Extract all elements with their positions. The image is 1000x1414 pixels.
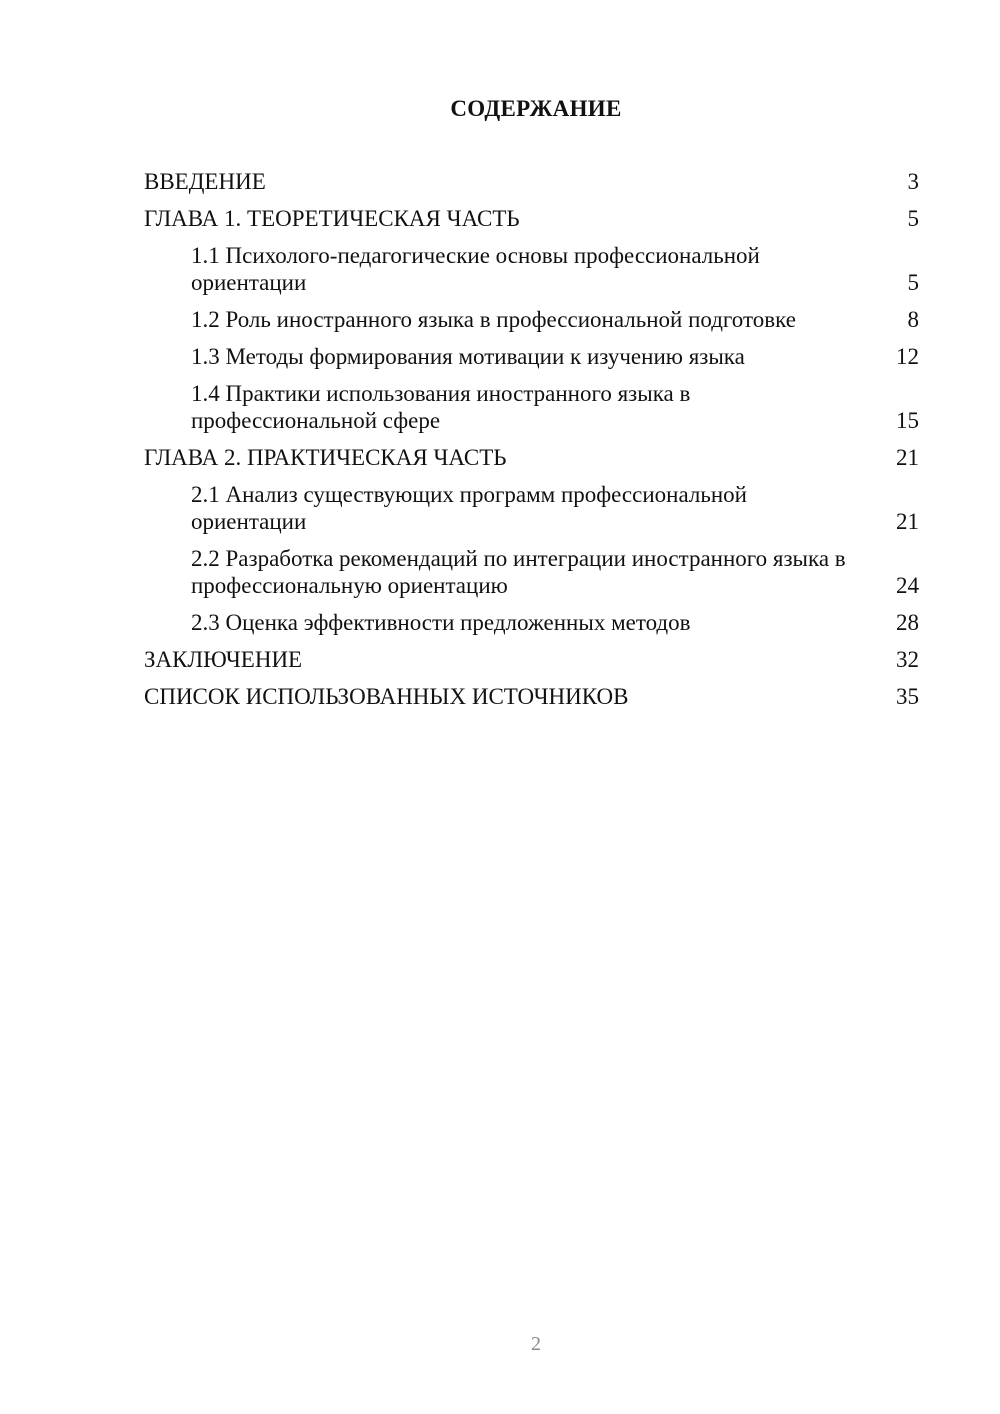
toc-entry-label: 1.3 Методы формирования мотивации к изучению языка [191, 344, 745, 369]
toc-entry-section-1-4[interactable] [144, 380, 919, 434]
toc-entry-page: 12 [896, 344, 919, 369]
toc-entry-page: 21 [896, 445, 919, 470]
toc-entry-section-1-2[interactable] [144, 306, 919, 333]
toc-entry-chapter-2[interactable] [144, 444, 919, 471]
toc-entry-label: 2.2 Разработка рекомендаций по интеграции иностранного языка в профессиональную ориентацию [191, 546, 846, 598]
toc-entry-label: 1.1 Психолого-педагогические основы профессиональной ориентации [191, 243, 760, 295]
toc-entry-page: 3 [907, 169, 919, 194]
toc-entry-page: 5 [907, 206, 919, 231]
toc-entry-page: 28 [896, 610, 919, 635]
toc-entry-section-1-1[interactable] [144, 242, 919, 296]
toc-entry-page: 8 [907, 307, 919, 332]
toc-entry-label: 2.1 Анализ существующих программ профессиональной ориентации [191, 482, 747, 534]
toc-entry-label: СПИСОК ИСПОЛЬЗОВАННЫХ ИСТОЧНИКОВ [144, 684, 629, 709]
toc-entry-page: 15 [896, 408, 919, 433]
toc-entry-section-2-3[interactable] [144, 609, 919, 636]
page-title: СОДЕРЖАНИЕ [450, 96, 622, 121]
toc-entry-section-2-1[interactable] [144, 481, 919, 535]
toc-entry-label: ВВЕДЕНИЕ [144, 169, 266, 194]
toc-entry-label: 1.4 Практики использования иностранного языка в профессиональной сфере [191, 381, 691, 433]
toc-entry-label: ГЛАВА 1. ТЕОРЕТИЧЕСКАЯ ЧАСТЬ [144, 206, 520, 231]
toc-entry-chapter-1[interactable] [144, 205, 919, 232]
table-of-contents [144, 168, 919, 720]
toc-entry-page: 32 [896, 647, 919, 672]
toc-entry-references[interactable] [144, 683, 919, 710]
toc-entry-section-1-3[interactable] [144, 343, 919, 370]
toc-entry-label: 2.3 Оценка эффективности предложенных методов [191, 610, 691, 635]
toc-entry-conclusion[interactable] [144, 646, 919, 673]
toc-entry-page: 24 [896, 573, 919, 598]
toc-entry-section-2-2[interactable] [144, 545, 919, 599]
page-number: 2 [531, 1333, 541, 1355]
toc-entry-label: 1.2 Роль иностранного языка в профессиональной подготовке [191, 307, 796, 332]
toc-entry-label: ГЛАВА 2. ПРАКТИЧЕСКАЯ ЧАСТЬ [144, 445, 507, 470]
toc-entry-page: 21 [896, 509, 919, 534]
toc-entry-page: 35 [896, 684, 919, 709]
toc-entry-introduction[interactable] [144, 168, 919, 195]
toc-entry-label: ЗАКЛЮЧЕНИЕ [144, 647, 303, 672]
toc-entry-page: 5 [907, 270, 919, 295]
